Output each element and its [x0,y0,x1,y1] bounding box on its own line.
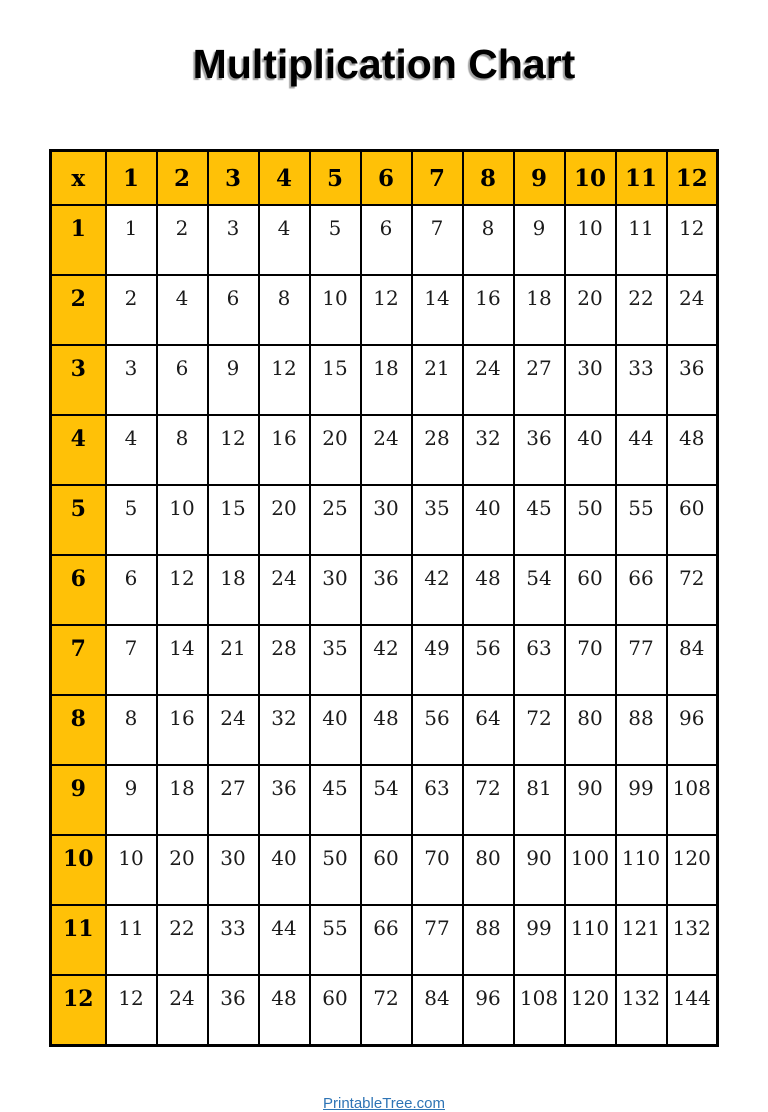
product-cell: 8 [106,695,157,765]
table-row [51,555,718,625]
product-cell: 6 [208,275,259,345]
row-header: 9 [51,765,106,835]
product-cell: 90 [565,765,616,835]
column-header: 7 [412,151,463,206]
product-cell: 18 [157,765,208,835]
table-row [51,275,718,345]
product-cell: 40 [259,835,310,905]
product-cell: 60 [361,835,412,905]
product-cell: 132 [616,975,667,1046]
product-cell: 3 [208,205,259,275]
product-cell: 36 [361,555,412,625]
product-cell: 12 [361,275,412,345]
product-cell: 27 [514,345,565,415]
product-cell: 88 [463,905,514,975]
product-cell: 33 [616,345,667,415]
product-cell: 36 [514,415,565,485]
product-cell: 21 [412,345,463,415]
product-cell: 72 [361,975,412,1046]
product-cell: 6 [106,555,157,625]
product-cell: 18 [514,275,565,345]
product-cell: 45 [310,765,361,835]
table-row [51,485,718,555]
product-cell: 30 [208,835,259,905]
product-cell: 10 [157,485,208,555]
column-header: 3 [208,151,259,206]
column-header: 2 [157,151,208,206]
product-cell: 81 [514,765,565,835]
table-row [51,695,718,765]
product-cell: 60 [565,555,616,625]
product-cell: 24 [259,555,310,625]
product-cell: 108 [514,975,565,1046]
product-cell: 49 [412,625,463,695]
product-cell: 48 [463,555,514,625]
product-cell: 63 [514,625,565,695]
product-cell: 15 [310,345,361,415]
product-cell: 20 [157,835,208,905]
product-cell: 2 [157,205,208,275]
product-cell: 24 [208,695,259,765]
product-cell: 5 [310,205,361,275]
product-cell: 63 [412,765,463,835]
product-cell: 24 [463,345,514,415]
product-cell: 72 [667,555,718,625]
product-cell: 10 [565,205,616,275]
product-cell: 14 [157,625,208,695]
product-cell: 70 [412,835,463,905]
product-cell: 8 [463,205,514,275]
table-header-row [51,151,718,206]
product-cell: 44 [259,905,310,975]
product-cell: 80 [463,835,514,905]
product-cell: 72 [514,695,565,765]
product-cell: 21 [208,625,259,695]
row-header: 11 [51,905,106,975]
product-cell: 60 [310,975,361,1046]
product-cell: 9 [106,765,157,835]
product-cell: 16 [463,275,514,345]
table-row [51,415,718,485]
product-cell: 12 [208,415,259,485]
product-cell: 99 [616,765,667,835]
product-cell: 12 [157,555,208,625]
column-header: 6 [361,151,412,206]
product-cell: 100 [565,835,616,905]
product-cell: 56 [412,695,463,765]
product-cell: 30 [565,345,616,415]
table-row [51,835,718,905]
product-cell: 42 [412,555,463,625]
product-cell: 80 [565,695,616,765]
product-cell: 15 [208,485,259,555]
product-cell: 32 [463,415,514,485]
product-cell: 50 [310,835,361,905]
product-cell: 99 [514,905,565,975]
row-header: 2 [51,275,106,345]
row-header: 10 [51,835,106,905]
product-cell: 14 [412,275,463,345]
product-cell: 84 [667,625,718,695]
product-cell: 2 [106,275,157,345]
table-row [51,765,718,835]
product-cell: 11 [616,205,667,275]
product-cell: 54 [361,765,412,835]
product-cell: 40 [310,695,361,765]
product-cell: 54 [514,555,565,625]
product-cell: 12 [259,345,310,415]
product-cell: 45 [514,485,565,555]
product-cell: 36 [208,975,259,1046]
product-cell: 55 [616,485,667,555]
product-cell: 8 [259,275,310,345]
product-cell: 4 [157,275,208,345]
product-cell: 72 [463,765,514,835]
product-cell: 11 [106,905,157,975]
product-cell: 22 [157,905,208,975]
product-cell: 20 [565,275,616,345]
product-cell: 44 [616,415,667,485]
product-cell: 4 [106,415,157,485]
product-cell: 36 [259,765,310,835]
product-cell: 5 [106,485,157,555]
product-cell: 110 [565,905,616,975]
product-cell: 88 [616,695,667,765]
product-cell: 10 [310,275,361,345]
product-cell: 18 [208,555,259,625]
product-cell: 1 [106,205,157,275]
product-cell: 56 [463,625,514,695]
product-cell: 42 [361,625,412,695]
product-cell: 110 [616,835,667,905]
table-row [51,625,718,695]
product-cell: 132 [667,905,718,975]
product-cell: 120 [667,835,718,905]
table-row [51,975,718,1046]
product-cell: 8 [157,415,208,485]
product-cell: 60 [667,485,718,555]
product-cell: 120 [565,975,616,1046]
product-cell: 48 [667,415,718,485]
product-cell: 35 [412,485,463,555]
product-cell: 7 [106,625,157,695]
product-cell: 96 [667,695,718,765]
product-cell: 12 [106,975,157,1046]
product-cell: 16 [259,415,310,485]
product-cell: 66 [616,555,667,625]
product-cell: 12 [667,205,718,275]
printabletree-link[interactable]: PrintableTree.com [323,1095,445,1112]
product-cell: 48 [361,695,412,765]
product-cell: 90 [514,835,565,905]
product-cell: 64 [463,695,514,765]
product-cell: 7 [412,205,463,275]
product-cell: 36 [667,345,718,415]
product-cell: 96 [463,975,514,1046]
product-cell: 48 [259,975,310,1046]
column-header: 8 [463,151,514,206]
product-cell: 30 [361,485,412,555]
product-cell: 35 [310,625,361,695]
product-cell: 50 [565,485,616,555]
page-title: Multiplication Chart [192,41,576,87]
multiplication-table [49,149,719,1047]
product-cell: 22 [616,275,667,345]
product-cell: 77 [616,625,667,695]
product-cell: 84 [412,975,463,1046]
column-header: 12 [667,151,718,206]
product-cell: 70 [565,625,616,695]
column-header: 5 [310,151,361,206]
product-cell: 9 [208,345,259,415]
row-header: 3 [51,345,106,415]
row-header: 1 [51,205,106,275]
product-cell: 28 [259,625,310,695]
product-cell: 27 [208,765,259,835]
table-row [51,205,718,275]
footer [0,1093,768,1112]
corner-cell: x [51,151,106,206]
product-cell: 20 [259,485,310,555]
column-header: 11 [616,151,667,206]
product-cell: 24 [157,975,208,1046]
product-cell: 6 [157,345,208,415]
product-cell: 3 [106,345,157,415]
product-cell: 20 [310,415,361,485]
product-cell: 32 [259,695,310,765]
row-header: 4 [51,415,106,485]
product-cell: 55 [310,905,361,975]
row-header: 7 [51,625,106,695]
product-cell: 4 [259,205,310,275]
product-cell: 25 [310,485,361,555]
product-cell: 66 [361,905,412,975]
column-header: 10 [565,151,616,206]
column-header: 9 [514,151,565,206]
table-row [51,905,718,975]
product-cell: 40 [565,415,616,485]
table-row [51,345,718,415]
row-header: 6 [51,555,106,625]
product-cell: 24 [667,275,718,345]
product-cell: 9 [514,205,565,275]
row-header: 12 [51,975,106,1046]
product-cell: 108 [667,765,718,835]
product-cell: 30 [310,555,361,625]
product-cell: 40 [463,485,514,555]
product-cell: 24 [361,415,412,485]
column-header: 4 [259,151,310,206]
product-cell: 6 [361,205,412,275]
product-cell: 33 [208,905,259,975]
product-cell: 28 [412,415,463,485]
product-cell: 121 [616,905,667,975]
product-cell: 18 [361,345,412,415]
row-header: 5 [51,485,106,555]
product-cell: 144 [667,975,718,1046]
column-header: 1 [106,151,157,206]
product-cell: 77 [412,905,463,975]
product-cell: 10 [106,835,157,905]
product-cell: 16 [157,695,208,765]
row-header: 8 [51,695,106,765]
